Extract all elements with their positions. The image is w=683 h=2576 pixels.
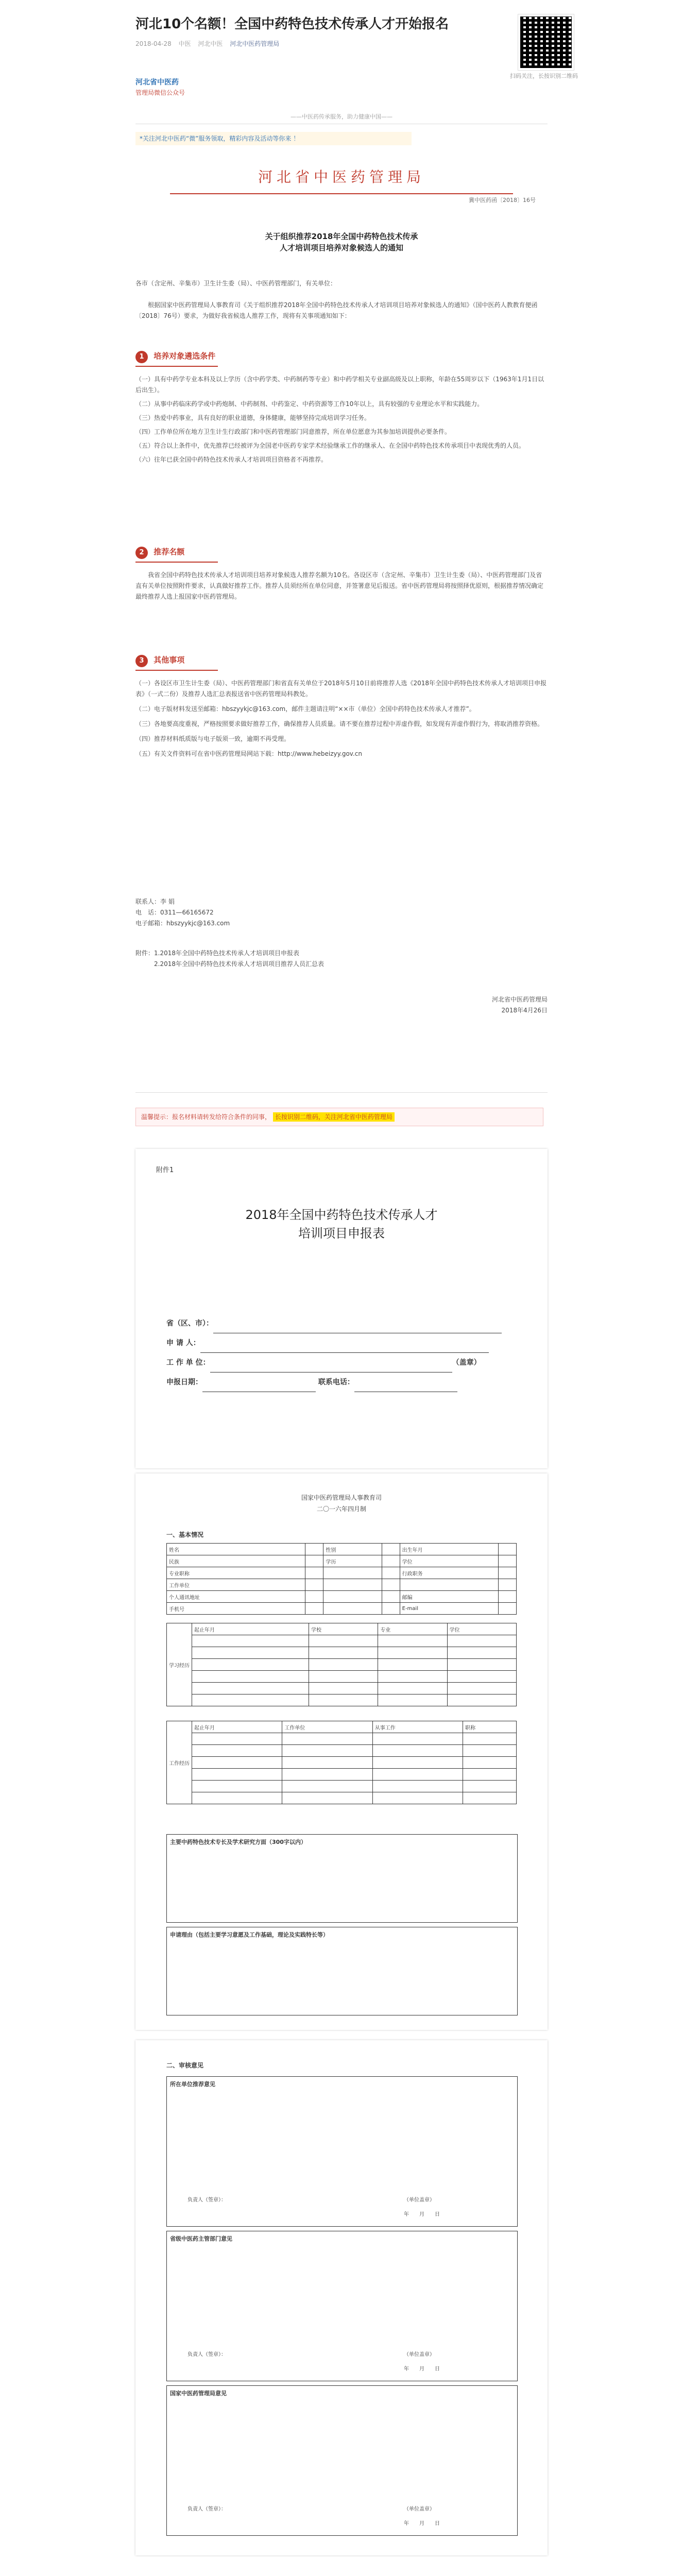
form-row: [167, 1781, 517, 1792]
section-3-para: （四）推荐材料纸质版与电子版须一致，逾期不再受理。: [135, 735, 291, 742]
contact-person: 联系人：李 娟: [135, 898, 175, 905]
signoff-date: 2018年4月26日: [501, 1007, 548, 1014]
red-notice-prefix: 温馨提示：报名材料请转发给符合条件的同事，: [141, 1113, 271, 1121]
history-label-cell: 学习经历: [167, 1623, 192, 1706]
date-label: 年 月 日: [404, 2366, 440, 2372]
seal-label: （单位盖章）: [404, 2197, 435, 2203]
form-row: [167, 1792, 517, 1804]
form-label-cell: 个人通讯地址: [167, 1591, 305, 1603]
history-header-cell: 起止年月: [192, 1721, 282, 1733]
history-input-cell[interactable]: [447, 1635, 516, 1647]
history-input-cell[interactable]: [463, 1769, 517, 1781]
issuer-line-1: 国家中医药管理局人事教育司: [301, 1494, 382, 1501]
section-3-para: （一）各设区市卫生计生委（局）、中医药管理部门和省直有关单位于2018年5月10日前将推荐人选《2018年全国中药特色技术传承人才培训项目申报表》（一式二份）及推荐人选汇总表报送省中医药管理局科教处。: [135, 680, 547, 698]
section-2-rule: [135, 562, 218, 563]
section-2-para: 我省全国中药特色技术传承人才培训项目培养对象候选人推荐名额为10名。各设区市（含定州、辛集市）卫生计生委（局）、中医药管理部门及省直有关单位按照附件要求，认真做好推荐工作。推荐人员须经所在单位同意，并签署意见后报送。省中医药管理局将按照择优原则，根据推荐情况确定最终推荐人选上报国家中医药管理局。: [135, 571, 544, 600]
history-input-cell[interactable]: [372, 1781, 463, 1792]
history-input-cell[interactable]: [463, 1792, 517, 1804]
form-input-cell[interactable]: [498, 1579, 516, 1591]
account-link[interactable]: 河北中医药管理局: [230, 40, 280, 47]
reason-caption: 申请理由（包括主要学习意愿及工作基础，理论及实践特长等）: [170, 1931, 329, 1938]
history-input-cell[interactable]: [378, 1683, 447, 1694]
red-notice: [135, 1108, 543, 1126]
field-line[interactable]: [200, 1341, 489, 1353]
section-3-title: 其他事项: [153, 655, 185, 665]
section-1-para: （一）具有中药学专业本科及以上学历（含中药学类、中药制药等专业）和中药学相关专业副高级及以上职称，年龄在55周岁以下（1963年1月1日以后出生）。: [135, 376, 544, 394]
form-row: [167, 1647, 517, 1659]
seal-label: （盖章）: [452, 1359, 481, 1367]
field-line[interactable]: [210, 1361, 452, 1372]
form-row: [167, 1757, 517, 1769]
cover-field-applicant: [166, 1333, 517, 1353]
signer-label: 负责人（签章）：: [187, 2506, 226, 2512]
form-row: [167, 1567, 517, 1579]
cover-fields: [166, 1314, 517, 1392]
summary-table-page: [135, 2571, 548, 2576]
review-national-box[interactable]: [166, 2385, 518, 2536]
section-1-para: （二）从事中药临床药学或中药炮制、中药制剂、中药鉴定、中药资源等工作10年以上，具有较强的专业理论水平和实践能力。: [135, 400, 484, 408]
field-label: 联系电话：: [318, 1378, 354, 1386]
date-label: 年 月 日: [404, 2521, 440, 2527]
section-1-rule: [135, 366, 218, 367]
form-label-cell: 姓名: [167, 1544, 305, 1555]
history-input-cell[interactable]: [463, 1733, 517, 1745]
signer-label: 负责人（签章）：: [187, 2197, 226, 2203]
history-input-cell[interactable]: [309, 1659, 378, 1671]
form-input-cell[interactable]: [305, 1544, 323, 1555]
form-row: [167, 1733, 517, 1745]
section-1-heading: [135, 350, 548, 363]
doc-title-line-1: 关于组织推荐2018年全国中药特色技术传承: [265, 232, 418, 241]
reason-box[interactable]: [166, 1927, 518, 2015]
org-header: 河北省中医药管理局: [258, 168, 425, 185]
article-source: 中医: [178, 40, 191, 47]
history-input-cell[interactable]: [463, 1781, 517, 1792]
history-input-cell[interactable]: [309, 1635, 378, 1647]
article-meta: [135, 39, 548, 48]
contact-phone: 电 话：0311—66165672: [135, 909, 214, 916]
attachment-label: 附件1: [156, 1166, 174, 1174]
review-province-caption: 省级中医药主管部门意见: [170, 2235, 232, 2242]
form-input-cell[interactable]: [382, 1555, 400, 1567]
history-header-cell: 工作单位: [282, 1721, 372, 1733]
form-label-cell: 行政职务: [400, 1567, 498, 1579]
issuer-line-2: 二〇一六年四月制: [316, 1505, 366, 1513]
red-rule: [170, 193, 513, 194]
section-3-para: （二）电子版材料发送至邮箱：hbszyykjc@163.com，邮件主题请注明“××市（单位）全国中药特色技术传承人才推荐”。: [135, 705, 475, 713]
history-input-cell[interactable]: [309, 1647, 378, 1659]
brand-line-2: 管理局微信公众号: [135, 89, 185, 96]
form-row: [167, 1635, 517, 1647]
form-input-cell[interactable]: [323, 1579, 382, 1591]
section-3-number: 3: [135, 655, 148, 667]
intro-paragraph: 根据国家中医药管理局人事教育司《关于组织推荐2018年全国中药特色技术传承人才培训项目培养对象候选人的通知》（国中医药人教教育便函〔2018〕76号）要求，为做好我省候选人推荐工作，现将有关事项通知如下：: [135, 301, 538, 319]
history-input-cell[interactable]: [378, 1694, 447, 1706]
form-input-cell[interactable]: [382, 1603, 400, 1615]
section-3-para: （五）有关文件资料可在省中医药管理局网站下载：http://www.hebeizyy.gov.cn: [135, 750, 362, 757]
section-3-heading: [135, 654, 548, 667]
history-input-cell[interactable]: [372, 1733, 463, 1745]
history-input-cell[interactable]: [192, 1671, 309, 1683]
seal-label: （单位盖章）: [404, 2352, 435, 2358]
history-input-cell[interactable]: [192, 1781, 282, 1792]
history-input-cell[interactable]: [378, 1635, 447, 1647]
form-input-cell[interactable]: [382, 1567, 400, 1579]
signoff-org: 河北省中医药管理局: [491, 996, 548, 1003]
form-label-cell: 邮编: [400, 1591, 498, 1603]
signoff: [135, 994, 548, 1016]
attachment-item[interactable]: 附件：1.2018年全国中药特色技术传承人才培训项目申报表: [135, 950, 299, 957]
history-input-cell[interactable]: [309, 1671, 378, 1683]
form-input-cell[interactable]: [498, 1567, 516, 1579]
history-input-cell[interactable]: [282, 1757, 372, 1769]
history-input-cell[interactable]: [447, 1671, 516, 1683]
section-2-heading: [135, 546, 548, 559]
contact-email[interactable]: 电子邮箱：hbszyykjc@163.com: [135, 920, 230, 927]
work-table: [166, 1721, 517, 1804]
basic-info-table: [166, 1543, 517, 1615]
section-3-para: （三）各地要高度重视，严格按照要求做好推荐工作，确保推荐人员质量。请不要在推荐过程中弄虚作假，如发现有弄虚作假行为，将取消推荐资格。: [135, 720, 544, 727]
section-1-number: 1: [135, 351, 148, 363]
expertise-caption: 主要中药特色技术专长及学术研究方面（300字以内）: [170, 1839, 306, 1845]
application-form-page-2: [135, 2040, 548, 2555]
section-1-body: [135, 374, 548, 468]
history-input-cell[interactable]: [463, 1757, 517, 1769]
form-input-cell[interactable]: [305, 1567, 323, 1579]
brand-block: [135, 77, 548, 98]
history-input-cell[interactable]: [372, 1745, 463, 1757]
form-input-cell[interactable]: [382, 1579, 400, 1591]
field-line[interactable]: [354, 1380, 457, 1392]
form-input-cell[interactable]: [305, 1591, 323, 1603]
form-row: [167, 1683, 517, 1694]
seal-label: （单位盖章）: [404, 2506, 435, 2512]
history-input-cell[interactable]: [372, 1757, 463, 1769]
section-1-para: （五）符合以上条件中，优先推荐已经被评为全国老中医药专家学术经验继承工作的继承人、在全国中药特色技术传承项目中表现优秀的人员。: [135, 442, 525, 449]
brand-tagline: ——中医药传承服务，助力健康中国——: [291, 113, 392, 120]
history-input-cell[interactable]: [372, 1769, 463, 1781]
history-input-cell[interactable]: [447, 1694, 516, 1706]
field-label: 申报日期：: [166, 1378, 202, 1386]
section-1-para: （六）往年已获全国中药特色技术传承人才培训项目资格者不再推荐。: [135, 456, 328, 463]
review-unit-caption: 所在单位推荐意见: [170, 2081, 215, 2088]
form-row: [167, 1671, 517, 1683]
form-row: [167, 1544, 517, 1555]
section-2-number: 2: [135, 547, 148, 559]
brand-line-1: 河北省中医药: [135, 78, 179, 87]
section-1-para: （四）工作单位所在地方卫生计生行政部门和中医药管理部门同意推荐，所在单位愿意为其参加培训提供必要条件。: [135, 428, 451, 435]
history-input-cell[interactable]: [192, 1683, 309, 1694]
form-label-cell: 工作单位: [167, 1579, 305, 1591]
history-header-cell: 专业: [378, 1623, 447, 1635]
cover-title: [135, 1206, 548, 1243]
form-label-cell: 民族: [167, 1555, 305, 1567]
doc-title: [135, 231, 548, 253]
application-form-page-1: [135, 1473, 548, 2030]
field-line[interactable]: [213, 1321, 502, 1333]
review-unit-box[interactable]: [166, 2076, 518, 2227]
cover-field-date: [166, 1372, 517, 1392]
date-label: 年 月 日: [404, 2212, 440, 2217]
history-input-cell[interactable]: [192, 1792, 282, 1804]
red-notice-highlight: 长按识别二维码，关注河北省中医药管理局: [273, 1112, 395, 1122]
salutation: 各市（含定州、辛集市）卫生计生委（局）、中医药管理部门，有关单位：: [135, 280, 337, 287]
form-input-cell[interactable]: [323, 1567, 382, 1579]
history-input-cell[interactable]: [372, 1792, 463, 1804]
form-input-cell[interactable]: [498, 1603, 516, 1615]
review-province-box[interactable]: [166, 2231, 518, 2381]
section-3-body: [135, 678, 548, 764]
section-3-rule: [135, 670, 218, 671]
form-row: [167, 1659, 517, 1671]
attachment-item[interactable]: 2.2018年全国中药特色技术传承人才培训项目推荐人员汇总表: [154, 960, 324, 968]
history-input-cell[interactable]: [282, 1792, 372, 1804]
form-input-cell[interactable]: [382, 1591, 400, 1603]
attachment-list: [135, 948, 548, 970]
form-row: [167, 1603, 517, 1615]
form-section-2: 二、审核意见: [166, 2062, 204, 2069]
form-input-cell[interactable]: [305, 1555, 323, 1567]
form-row: [167, 1579, 517, 1591]
history-header-cell: 职称: [463, 1721, 517, 1733]
form-issuer: [135, 1492, 548, 1515]
form-input-cell[interactable]: [382, 1544, 400, 1555]
signer-label: 负责人（签章）：: [187, 2352, 226, 2358]
form-section-1: 一、基本情况: [166, 1531, 204, 1538]
form-input-cell[interactable]: [323, 1591, 382, 1603]
application-cover-page: [135, 1149, 548, 1468]
education-table: [166, 1623, 517, 1706]
history-input-cell[interactable]: [192, 1647, 309, 1659]
cover-field-region: [166, 1314, 517, 1333]
history-input-cell[interactable]: [282, 1733, 372, 1745]
section-2-title: 推荐名额: [153, 547, 185, 556]
form-row: [167, 1769, 517, 1781]
field-label: 工 作 单 位：: [166, 1359, 210, 1367]
history-header-cell: 学校: [309, 1623, 378, 1635]
cover-title-line-2: 培训项目申报表: [298, 1226, 385, 1241]
history-header-cell: 从事工作: [372, 1721, 463, 1733]
field-line[interactable]: [202, 1380, 316, 1392]
form-input-cell[interactable]: [400, 1579, 498, 1591]
form-input-cell[interactable]: [305, 1603, 323, 1615]
form-row: [167, 1721, 517, 1733]
form-label-cell: 学位: [400, 1555, 498, 1567]
section-1-para: （三）热爱中药事业，具有良好的职业道德，身体健康，能够坚持完成培训学习任务。: [135, 414, 371, 421]
article-title: 河北10个名额！全国中药特色技术传承人才开始报名: [135, 16, 449, 32]
qr-code-image: [518, 14, 574, 70]
form-row: [167, 1745, 517, 1757]
form-input-cell[interactable]: [323, 1603, 382, 1615]
history-input-cell[interactable]: [192, 1635, 309, 1647]
field-label: 省（区、市）：: [166, 1319, 213, 1328]
review-national-caption: 国家中医药管理局意见: [170, 2390, 227, 2397]
form-row: [167, 1555, 517, 1567]
cover-title-line-1: 2018年全国中药特色技术传承人才: [245, 1208, 438, 1222]
history-input-cell[interactable]: [282, 1781, 372, 1792]
form-label-cell: 专业职称: [167, 1567, 305, 1579]
history-input-cell[interactable]: [378, 1671, 447, 1683]
expertise-box[interactable]: [166, 1834, 518, 1923]
history-header-cell: 学位: [447, 1623, 516, 1635]
history-input-cell[interactable]: [378, 1647, 447, 1659]
history-input-cell[interactable]: [447, 1647, 516, 1659]
history-label-cell: 工作经历: [167, 1721, 192, 1804]
doc-number: 冀中医药函〔2018〕16号: [469, 197, 536, 204]
cover-field-unit: [166, 1353, 517, 1372]
form-label-cell: 性别: [323, 1544, 382, 1555]
history-input-cell[interactable]: [378, 1659, 447, 1671]
history-input-cell[interactable]: [447, 1659, 516, 1671]
history-input-cell[interactable]: [282, 1745, 372, 1757]
history-input-cell[interactable]: [192, 1694, 309, 1706]
history-input-cell[interactable]: [309, 1683, 378, 1694]
history-input-cell[interactable]: [192, 1757, 282, 1769]
form-row: [167, 1694, 517, 1706]
section-1-title: 培养对象遴选条件: [153, 351, 216, 361]
article-date: 2018-04-28: [135, 40, 172, 47]
form-input-cell[interactable]: [498, 1591, 516, 1603]
history-input-cell[interactable]: [309, 1694, 378, 1706]
form-input-cell[interactable]: [498, 1544, 516, 1555]
history-input-cell[interactable]: [463, 1745, 517, 1757]
history-header-cell: 起止年月: [192, 1623, 309, 1635]
form-label-cell: E-mail: [400, 1603, 498, 1615]
form-input-cell[interactable]: [305, 1579, 323, 1591]
qr-caption: 扫码关注，长按识别二维码: [510, 73, 578, 79]
form-row: [167, 1623, 517, 1635]
form-label-cell: 手机号: [167, 1603, 305, 1615]
form-row: [167, 1591, 517, 1603]
follow-notice[interactable]: *关注河北中医药“微”服务领取，精彩内容及活动等你来 ！: [135, 132, 412, 145]
history-input-cell[interactable]: [192, 1769, 282, 1781]
form-label-cell: 出生年月: [400, 1544, 498, 1555]
form-label-cell: 学历: [323, 1555, 382, 1567]
divider: [135, 1092, 548, 1093]
field-label: 申 请 人：: [166, 1339, 200, 1347]
history-input-cell[interactable]: [192, 1659, 309, 1671]
history-input-cell[interactable]: [282, 1769, 372, 1781]
doc-title-line-2: 人才培训项目培养对象候选人的通知: [279, 243, 403, 252]
history-input-cell[interactable]: [447, 1683, 516, 1694]
form-input-cell[interactable]: [498, 1555, 516, 1567]
article-author: 河北中医: [198, 40, 223, 47]
contact-block: [135, 896, 548, 929]
history-input-cell[interactable]: [192, 1745, 282, 1757]
history-input-cell[interactable]: [192, 1733, 282, 1745]
